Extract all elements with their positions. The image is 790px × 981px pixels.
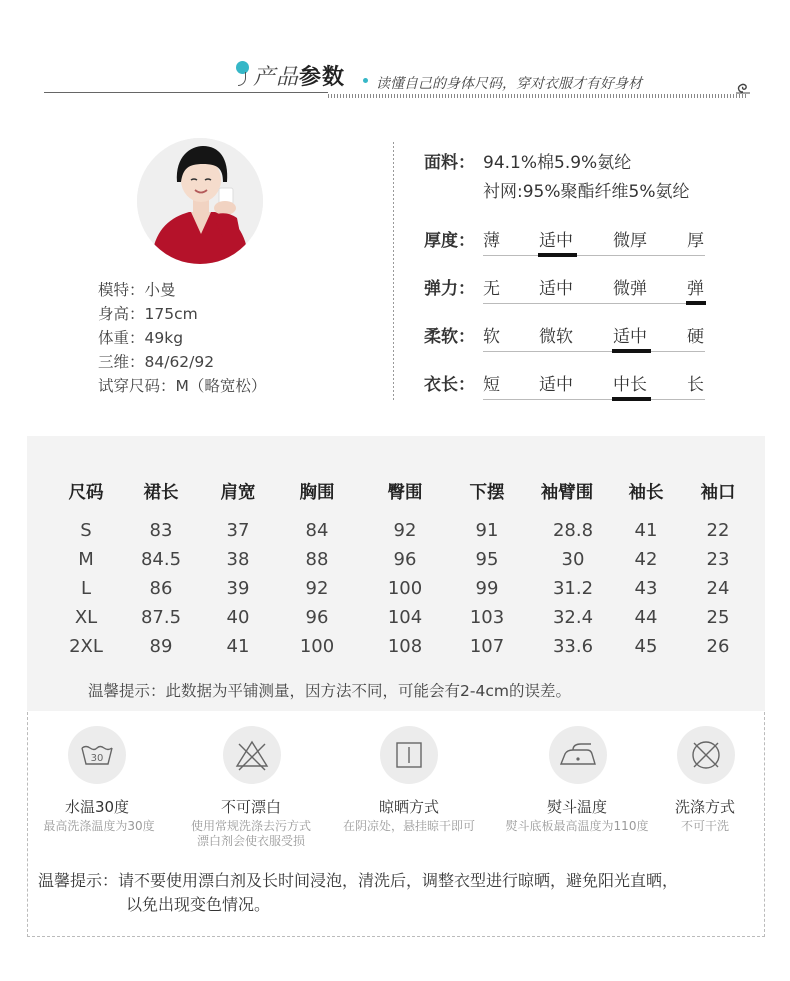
table-cell: 99	[475, 578, 499, 599]
table-header-cell: 肩宽	[220, 483, 256, 503]
table-header-cell: 袖长	[628, 483, 664, 503]
title-light: 产品	[253, 65, 300, 90]
param-option: 软	[483, 327, 500, 347]
table-cell: 84	[305, 520, 329, 541]
care-tip-line-1: 温馨提示：请不要使用漂白剂及长时间浸泡，清洗后，调整衣型进行晾晒，避免阳光直晒，	[38, 871, 679, 890]
param-option: 微厚	[613, 231, 647, 251]
hook-icon	[238, 72, 246, 86]
section-title	[253, 60, 345, 91]
scale-baseline	[483, 351, 705, 352]
param-label: 柔软：	[424, 327, 475, 347]
table-header-cell: 胸围	[299, 483, 335, 503]
param-option: 中长	[613, 375, 647, 395]
care-desc-washing	[681, 819, 729, 834]
selected-indicator	[612, 397, 651, 401]
param-scale	[483, 226, 705, 258]
section-subtitle: 读懂自己的身体尺码，穿对衣服才有好身材	[376, 76, 642, 92]
size-table-panel	[27, 436, 765, 711]
line-dry-icon	[380, 726, 438, 784]
param-option: 薄	[483, 231, 500, 251]
care-desc-line: 熨斗底板最高温度为110度	[505, 819, 649, 833]
table-cell: 86	[149, 578, 173, 599]
table-cell: 23	[706, 549, 730, 570]
table-cell: 96	[393, 549, 417, 570]
care-desc-line: 不可干洗	[680, 819, 730, 833]
model-trial-size: 试穿尺码：M（略宽松）	[98, 377, 267, 395]
care-title-no-bleach: 不可漂白	[220, 798, 282, 816]
table-cell: 31.2	[552, 578, 594, 599]
table-cell: 45	[634, 636, 658, 657]
care-desc-water-temp	[43, 819, 154, 834]
param-option: 微弹	[613, 279, 647, 299]
table-cell: 84.5	[140, 549, 182, 570]
scale-baseline	[483, 255, 705, 256]
care-desc-line: 使用常规洗涤去污方式	[190, 819, 312, 833]
table-cell: 87.5	[140, 607, 182, 628]
selected-indicator	[538, 253, 577, 257]
selected-indicator	[686, 301, 706, 305]
model-measurements: 三维：84/62/92	[98, 353, 215, 371]
fabric-value-1: 94.1%棉5.9%氨纶	[483, 153, 632, 173]
table-cell: 92	[393, 520, 417, 541]
table-cell: 91	[475, 520, 499, 541]
iron-icon	[549, 726, 607, 784]
table-cell: 39	[226, 578, 250, 599]
param-option: 硬	[687, 327, 704, 347]
care-desc-line: 在阴凉处，悬挂晾干即可	[342, 819, 476, 833]
table-cell: 32.4	[552, 607, 594, 628]
scale-baseline	[483, 303, 705, 304]
care-desc-drying	[343, 819, 475, 834]
table-cell: 100	[387, 578, 423, 599]
param-label: 衣长：	[424, 375, 475, 395]
param-option: 适中	[539, 279, 573, 299]
param-option: 适中	[539, 231, 573, 251]
title-bold: 参数	[299, 65, 346, 90]
wash-30-text: 30	[90, 753, 104, 764]
care-desc-no-bleach	[191, 819, 311, 849]
header-rule	[44, 92, 328, 93]
model-avatar	[137, 138, 263, 264]
param-label: 弹力：	[424, 279, 475, 299]
table-cell: 2XL	[69, 636, 103, 657]
table-cell: 96	[305, 607, 329, 628]
table-cell: 24	[706, 578, 730, 599]
care-title-washing: 洗涤方式	[674, 798, 736, 816]
param-scale	[483, 370, 705, 402]
param-option: 弹	[687, 279, 704, 299]
table-cell: 38	[226, 549, 250, 570]
vertical-divider	[393, 142, 394, 402]
section-header	[0, 0, 790, 110]
selected-indicator	[612, 349, 651, 353]
table-cell: 100	[299, 636, 335, 657]
table-header-cell: 尺码	[68, 483, 104, 503]
table-cell: 107	[469, 636, 505, 657]
fabric-value-2: 衬网:95%聚酯纤维5%氨纶	[483, 182, 690, 202]
fabric-label: 面料：	[424, 153, 475, 173]
table-cell: 41	[226, 636, 250, 657]
table-cell: S	[80, 520, 92, 541]
param-scale	[483, 322, 705, 354]
table-header-cell: 袖臂围	[540, 483, 594, 503]
param-option: 无	[483, 279, 500, 299]
table-cell: 25	[706, 607, 730, 628]
param-option: 长	[687, 375, 704, 395]
scale-baseline	[483, 399, 705, 400]
care-desc-line: 漂白剂会使衣服受损	[196, 834, 306, 848]
table-cell: 22	[706, 520, 730, 541]
table-cell: 43	[634, 578, 658, 599]
no-bleach-icon	[223, 726, 281, 784]
model-height: 身高：175cm	[98, 305, 198, 323]
param-option: 短	[483, 375, 500, 395]
table-cell: 44	[634, 607, 658, 628]
param-option: 微软	[539, 327, 573, 347]
param-option: 适中	[539, 375, 573, 395]
model-weight: 体重：49kg	[98, 329, 184, 347]
table-cell: 28.8	[552, 520, 594, 541]
care-desc-ironing	[506, 819, 649, 834]
care-title-water-temp: 水温30度	[64, 798, 130, 816]
header-dotted-rule	[328, 94, 748, 98]
table-header-cell: 臀围	[387, 483, 423, 503]
care-desc-line: 最高洗涤温度为30度	[43, 819, 155, 833]
table-header-cell: 下摆	[469, 483, 505, 503]
table-cell: 41	[634, 520, 658, 541]
table-cell: 37	[226, 520, 250, 541]
table-cell: 92	[305, 578, 329, 599]
care-title-ironing: 熨斗温度	[546, 798, 608, 816]
table-cell: M	[78, 549, 94, 570]
care-tip-line-2: 以免出现变色情况。	[126, 895, 271, 914]
param-label: 厚度：	[424, 231, 475, 251]
table-cell: 104	[387, 607, 423, 628]
table-cell: 103	[469, 607, 505, 628]
table-cell: 89	[149, 636, 173, 657]
table-header-cell: 袖口	[700, 483, 736, 503]
param-option: 适中	[613, 327, 647, 347]
wash-30-icon	[68, 726, 126, 784]
table-cell: 30	[561, 549, 585, 570]
model-info	[98, 278, 266, 398]
param-scale	[483, 274, 705, 306]
no-dry-clean-icon	[677, 726, 735, 784]
measurement-tip: 温馨提示：此数据为平铺测量，因方法不同，可能会有2-4cm的误差。	[88, 682, 571, 700]
model-name: 模特：小曼	[98, 281, 176, 299]
care-title-drying: 晾晒方式	[378, 798, 440, 816]
table-cell: XL	[74, 607, 98, 628]
table-cell: 33.6	[552, 636, 594, 657]
table-cell: 26	[706, 636, 730, 657]
separator-dot-icon	[363, 78, 368, 83]
table-cell: 95	[475, 549, 499, 570]
table-cell: 83	[149, 520, 173, 541]
table-cell: 88	[305, 549, 329, 570]
swirl-icon	[736, 82, 750, 94]
table-cell: 40	[226, 607, 250, 628]
table-header-cell: 裙长	[143, 483, 179, 503]
table-cell: 108	[387, 636, 423, 657]
table-cell: L	[80, 578, 92, 599]
param-option: 厚	[687, 231, 704, 251]
table-cell: 42	[634, 549, 658, 570]
